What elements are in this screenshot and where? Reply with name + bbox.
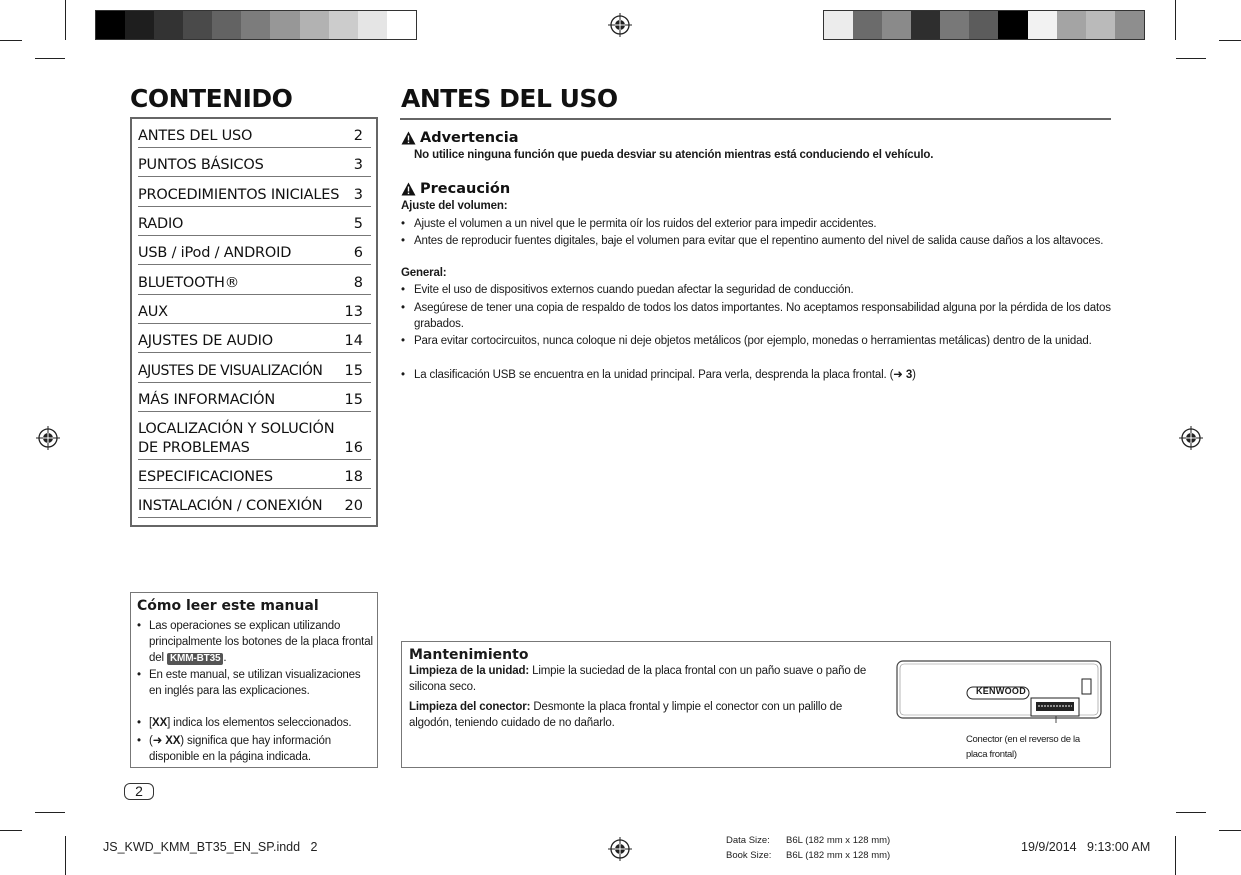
heading-rule	[400, 118, 1111, 120]
kenwood-logo: KENWOOD	[975, 686, 1027, 696]
toc-item-page: 20	[344, 498, 363, 514]
registration-mark-icon	[36, 426, 60, 450]
maintenance-title: Mantenimiento	[409, 647, 529, 663]
list-item-text: ] indica los elementos seleccionados.	[167, 717, 352, 729]
list-item-text: Para evitar cortocircuitos, nunca coloque ni deje objetos metálicos (por ejemplo, monedas o herramientas metálicas) dentro de la unidad.	[414, 335, 1092, 347]
maintenance-unit-text: Limpie la suciedad de la placa frontal con un paño suave o paño de silicona seco.	[409, 665, 867, 693]
crop-mark	[1219, 40, 1241, 41]
footer-book-size-value: B6L (182 mm x 128 mm)	[786, 850, 891, 861]
table-of-contents	[130, 117, 378, 527]
color-swatch	[329, 11, 358, 39]
list-item: • La clasificación USB se encuentra en la unidad principal. Para verla, desprenda la placa frontal. (➜ 3)	[401, 369, 916, 381]
toc-item[interactable]	[138, 488, 371, 518]
color-swatch	[998, 11, 1027, 39]
crop-mark	[1175, 836, 1176, 875]
crop-mark	[35, 812, 65, 813]
toc-item[interactable]	[138, 235, 371, 265]
footer-data-size-value: B6L (182 mm x 128 mm)	[786, 835, 891, 846]
list-item: • Evite el uso de dispositivos externos cuando puedan afectar la seguridad de conducción.	[401, 282, 1113, 298]
toc-item[interactable]	[138, 176, 371, 207]
toc-item-page: 3	[353, 187, 363, 203]
crop-mark	[35, 58, 65, 59]
crop-mark	[0, 830, 22, 831]
color-swatch	[212, 11, 241, 39]
toc-item-title: AJUSTES DE VISUALIZACIÓN	[138, 363, 323, 379]
maintenance-unit-label: Limpieza de la unidad:	[409, 665, 530, 677]
toc-item-title: MÁS INFORMACIÓN	[138, 392, 276, 408]
model-tag: KMM-BT35	[167, 653, 223, 665]
color-bar-right	[823, 10, 1145, 40]
toc-item-title: RADIO	[138, 216, 184, 232]
color-swatch	[1057, 11, 1086, 39]
toc-item-title: ANTES DEL USO	[138, 128, 253, 144]
color-swatch	[911, 11, 940, 39]
how-to-read-title: Cómo leer este manual	[137, 598, 319, 614]
list-item-text: Asegúrese de tener una copia de respaldo de todos los datos importantes. No aceptamos responsabilidad alguna por la pérdida de los datos grabados.	[414, 302, 1111, 330]
code-sample: XX	[165, 735, 181, 747]
warning-triangle-icon	[401, 182, 416, 196]
color-swatch	[1115, 11, 1144, 39]
how-to-read-box	[130, 592, 378, 768]
maintenance-box	[401, 641, 1111, 768]
color-swatch	[387, 11, 416, 39]
toc-item-title: AUX	[138, 304, 168, 320]
list-item: • En este manual, se utilizan visualizaciones en inglés para las explicaciones.	[137, 667, 373, 699]
list-item-text: Las operaciones se explican utilizando principalmente los botones de la placa frontal del	[149, 620, 373, 664]
toc-item-page: 8	[353, 275, 363, 291]
list-item-text: Ajuste el volumen a un nivel que le permita oír los ruidos del exterior para impedir accidentes.	[414, 218, 877, 230]
connector-caption	[966, 732, 1080, 762]
color-swatch	[96, 11, 125, 39]
page-number: 2	[124, 783, 154, 800]
toc-item[interactable]	[138, 323, 371, 353]
registration-mark-icon	[608, 837, 632, 861]
color-swatch	[241, 11, 270, 39]
crop-mark	[1176, 812, 1206, 813]
toc-item[interactable]	[138, 119, 371, 148]
volume-label: Ajuste del volumen:	[401, 200, 508, 212]
general-label: General:	[401, 267, 447, 279]
color-swatch	[300, 11, 329, 39]
toc-item[interactable]	[138, 206, 371, 236]
toc-item-page: 3	[353, 157, 363, 173]
toc-item-title: BLUETOOTH®	[138, 275, 240, 291]
toc-item-page: 2	[353, 128, 363, 144]
color-swatch	[940, 11, 969, 39]
toc-item-title: AJUSTES DE AUDIO	[138, 333, 273, 349]
list-item: • Asegúrese de tener una copia de respaldo de todos los datos importantes. No aceptamos responsabilidad alguna por la pérdida de los datos grabados.	[401, 300, 1113, 332]
color-swatch	[358, 11, 387, 39]
list-item: • (➜ XX) significa que hay información disponible en la página indicada.	[137, 735, 331, 763]
color-swatch	[1028, 11, 1057, 39]
contents-heading: CONTENIDO	[130, 84, 293, 113]
toc-item-page: 13	[344, 304, 363, 320]
page-ref-arrow-icon: ➜	[152, 735, 163, 747]
list-item-text: La clasificación USB se encuentra en la unidad principal. Para verla, desprenda la placa frontal. (	[414, 369, 894, 381]
footer-data-size-label: Data Size:	[726, 835, 770, 846]
caution-title	[401, 181, 510, 197]
footer-timestamp: 19/9/2014 9:13:00 AM	[1021, 840, 1151, 854]
list-item-text: ) significa que hay información disponible en la página indicada.	[149, 735, 331, 763]
toc-item[interactable]	[138, 147, 371, 177]
registration-mark-icon	[1179, 426, 1203, 450]
list-item-text: Antes de reproducir fuentes digitales, baje el volumen para evitar que el repentino aumento del nivel de salida cause daños a los altavoces.	[414, 235, 1104, 247]
list-item: • Las operaciones se explican utilizando principalmente los botones de la placa frontal del KMM-BT35 .	[137, 620, 373, 664]
warning-text: No utilice ninguna función que pueda desviar su atención mientras está conduciendo el vehículo.	[414, 149, 934, 161]
toc-item-page: 14	[344, 333, 363, 349]
crop-mark	[1176, 58, 1206, 59]
color-swatch	[270, 11, 299, 39]
toc-item-title: PUNTOS BÁSICOS	[138, 157, 264, 173]
footer-book-size-label: Book Size:	[726, 850, 772, 861]
toc-item-page: 15	[344, 363, 363, 379]
color-swatch	[1086, 11, 1115, 39]
bracket: [	[149, 717, 153, 729]
color-swatch	[882, 11, 911, 39]
list-item: • Ajuste el volumen a un nivel que le permita oír los ruidos del exterior para impedir accidentes.	[401, 216, 1113, 232]
page-ref[interactable]: 3	[905, 369, 913, 381]
paren: )	[912, 369, 916, 381]
toc-item[interactable]	[138, 294, 371, 324]
maintenance-connector-text: Desmonte la placa frontal y limpie el conector con un palillo de algodón, teniendo cuidado de no dañarlo.	[409, 701, 843, 729]
crop-mark	[1219, 830, 1241, 831]
toc-item-title-line2: DE PROBLEMAS	[138, 440, 250, 456]
list-item-text: En este manual, se utilizan visualizaciones en inglés para las explicaciones.	[149, 669, 361, 697]
warning-title-text: Advertencia	[420, 130, 519, 146]
list-item-text: Evite el uso de dispositivos externos cuando puedan afectar la seguridad de conducción.	[414, 284, 854, 296]
maintenance-connector-label: Limpieza del conector:	[409, 701, 531, 713]
crop-mark	[0, 40, 22, 41]
list-item: • [XX] indica los elementos seleccionados.	[137, 717, 352, 729]
color-swatch	[853, 11, 882, 39]
maintenance-unit	[409, 663, 869, 695]
page-ref-arrow-icon: ➜	[893, 369, 903, 381]
toc-item-page: 16	[344, 440, 363, 456]
color-swatch	[183, 11, 212, 39]
warning-triangle-icon	[401, 131, 416, 145]
caution-title-text: Precaución	[420, 181, 511, 197]
connector-caption-line1: Conector (en el reverso de la	[966, 734, 1080, 745]
list-item: • Antes de reproducir fuentes digitales, baje el volumen para evitar que el repentino aumento del nivel de salida cause daños a los altavoces.	[401, 233, 1113, 265]
maintenance-connector	[409, 699, 879, 731]
color-swatch	[154, 11, 183, 39]
toc-item[interactable]	[138, 411, 371, 460]
toc-item[interactable]	[138, 382, 371, 412]
toc-item-page: 15	[344, 392, 363, 408]
toc-item-title: LOCALIZACIÓN Y SOLUCIÓN	[138, 421, 335, 437]
toc-item[interactable]	[138, 352, 371, 383]
connector-caption-line2: placa frontal)	[966, 749, 1017, 760]
color-swatch	[125, 11, 154, 39]
color-swatch	[824, 11, 853, 39]
toc-item-title: USB / iPod / ANDROID	[138, 245, 292, 261]
period: .	[223, 652, 227, 664]
registration-mark-icon	[608, 13, 632, 37]
toc-item[interactable]	[138, 459, 371, 489]
code-sample: XX	[152, 717, 168, 729]
toc-item-title: PROCEDIMIENTOS INICIALES	[138, 187, 340, 203]
warning-title	[401, 130, 518, 146]
toc-item[interactable]	[138, 264, 371, 295]
list-item: • Para evitar cortocircuitos, nunca coloque ni deje objetos metálicos (por ejemplo, monedas o herramientas metálicas) dentro de la unidad.	[401, 333, 1113, 365]
crop-mark	[65, 836, 66, 875]
color-swatch	[969, 11, 998, 39]
crop-mark	[1175, 0, 1176, 40]
color-bar-left	[95, 10, 417, 40]
crop-mark	[65, 0, 66, 40]
toc-item-page: 18	[344, 469, 363, 485]
paren: (	[149, 735, 153, 747]
section-heading: ANTES DEL USO	[401, 84, 618, 113]
toc-item-title: INSTALACIÓN / CONEXIÓN	[138, 498, 323, 514]
toc-item-page: 5	[353, 216, 363, 232]
toc-item-title: ESPECIFICACIONES	[138, 469, 273, 485]
toc-item-page: 6	[353, 245, 363, 261]
footer-filename: JS_KWD_KMM_BT35_EN_SP.indd 2	[103, 840, 318, 854]
